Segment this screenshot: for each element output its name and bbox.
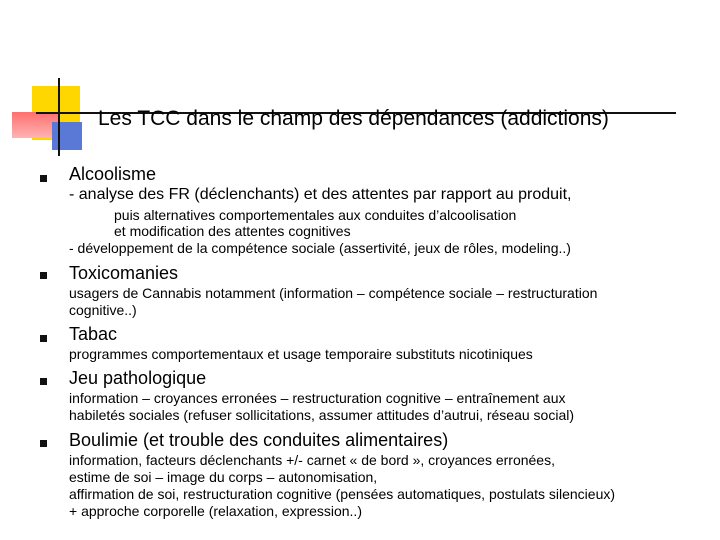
- slide-title: Les TCC dans le champ des dépendances (addictions): [98, 107, 609, 130]
- section-heading-boulimie: Boulimie (et trouble des conduites alimentaires): [69, 430, 449, 450]
- section-heading-jeu-pathologique: Jeu pathologique: [69, 368, 207, 388]
- section-line: + approche corporelle (relaxation, expression..): [69, 503, 362, 519]
- bullet-icon: [40, 378, 47, 385]
- bullet-icon: [40, 272, 47, 279]
- section-heading-alcoolisme: Alcoolisme: [69, 164, 157, 184]
- bullet-icon: [40, 175, 47, 182]
- section-line: - analyse des FR (déclenchants) et des attentes par rapport au produit,: [69, 186, 572, 203]
- section-line: estime de soi – image du corps – autonomisation,: [69, 469, 378, 485]
- bullet-icon: [40, 335, 47, 342]
- section-line: et modification des attentes cognitives: [114, 223, 351, 239]
- section-line: - développement de la compétence sociale (assertivité, jeux de rôles, modeling..): [69, 240, 571, 256]
- section-line: affirmation de soi, restructuration cognitive (pensées automatiques, postulats silencieux): [69, 486, 616, 502]
- title-ornament-vertical-line: [58, 78, 60, 156]
- section-line: cognitive..): [69, 302, 137, 318]
- section-line: habiletés sociales (refuser sollicitations, assumer attitudes d’autrui, réseau social): [69, 407, 575, 423]
- section-line: programmes comportementaux et usage temporaire substituts nicotiniques: [69, 346, 533, 362]
- section-heading-tabac: Tabac: [69, 324, 118, 344]
- title-ornament-blue-square: [52, 122, 82, 150]
- section-heading-toxicomanies: Toxicomanies: [69, 263, 179, 283]
- section-line: information – croyances erronées – restructuration cognitive – entraînement aux: [69, 390, 566, 406]
- section-line: puis alternatives comportementales aux conduites d’alcoolisation: [114, 207, 517, 223]
- bullet-icon: [40, 440, 47, 447]
- section-line: information, facteurs déclenchants +/- carnet « de bord », croyances erronées,: [69, 452, 555, 468]
- section-line: usagers de Cannabis notamment (information – compétence sociale – restructuration: [69, 285, 598, 301]
